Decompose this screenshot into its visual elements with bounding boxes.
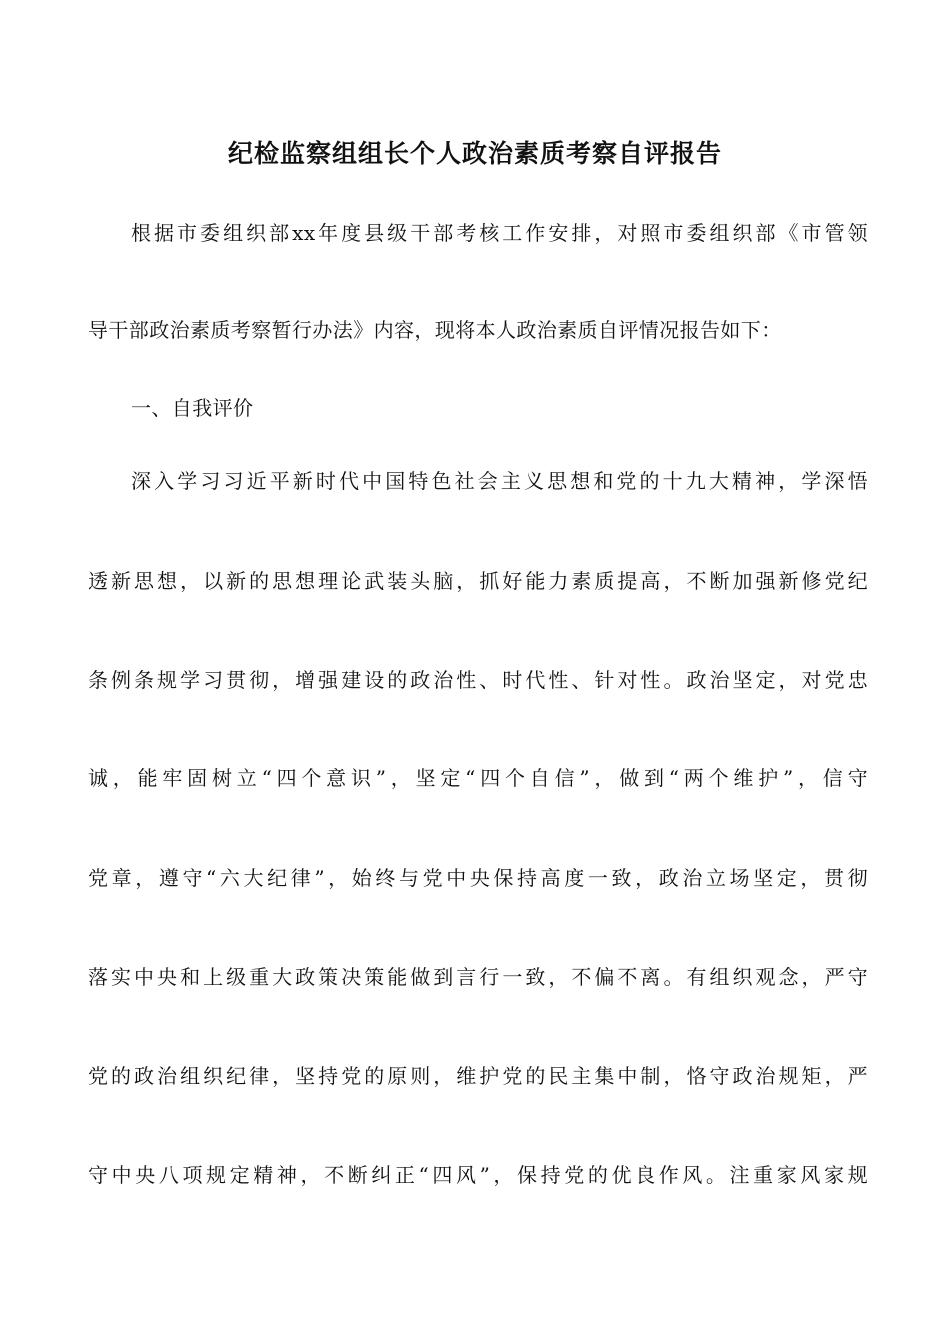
- paragraph-line-3: 深入学习习近平新时代中国特色社会主义思想和党的十九大精神，学深悟: [131, 469, 868, 493]
- paragraph-line-2: 导干部政治素质考察暂行办法》内容，现将本人政治素质自评情况报告如下：: [88, 318, 782, 342]
- document-title: 纪检监察组组长个人政治素质考察自评报告: [227, 139, 722, 168]
- section-heading: 一、自我评价: [131, 396, 254, 420]
- paragraph-line-4: 透新思想，以新的思想理论武装头脑，抓好能力素质提高，不断加强新修党纪: [88, 569, 868, 593]
- paragraph-line-5: 条例条规学习贯彻，增强建设的政治性、时代性、针对性。政治坚定，对党忠: [88, 668, 868, 692]
- paragraph-line-6: 诚，能牢固树立“四个意识”，坚定“四个自信”，做到“两个维护”，信守: [88, 766, 868, 790]
- paragraph-line-8: 落实中央和上级重大政策决策能做到言行一致，不偏不离。有组织观念，严守: [88, 965, 868, 989]
- paragraph-line-1: 根据市委组织部xx年度县级干部考核工作安排，对照市委组织部《市管领: [131, 221, 868, 245]
- paragraph-line-7: 党章，遵守“六大纪律”，始终与党中央保持高度一致，政治立场坚定，贯彻: [88, 866, 868, 890]
- paragraph-line-9: 党的政治组织纪律，坚持党的原则，维护党的民主集中制，恪守政治规矩，严: [88, 1064, 868, 1088]
- paragraph-line-10: 守中央八项规定精神，不断纠正“四风”，保持党的优良作风。注重家风家规: [88, 1163, 868, 1187]
